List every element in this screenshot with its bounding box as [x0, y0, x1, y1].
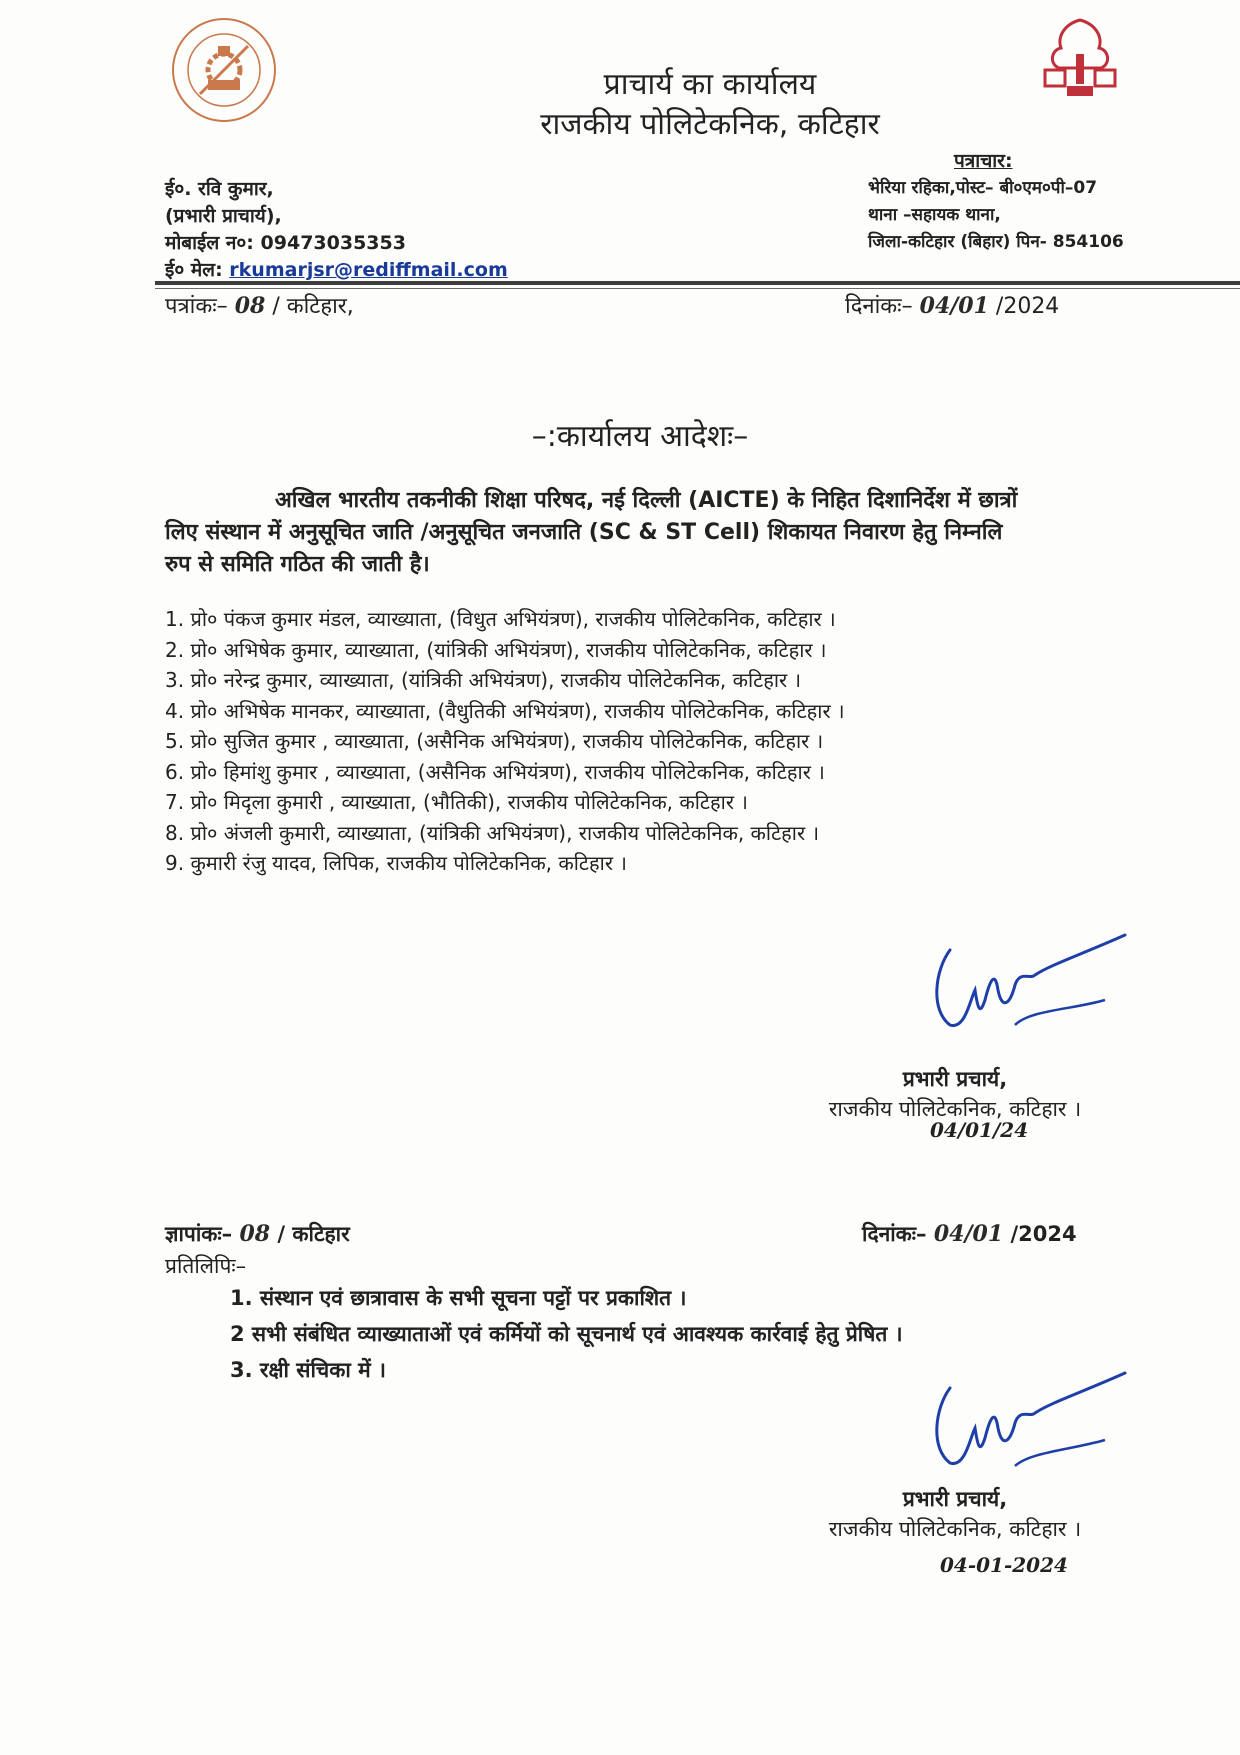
list-item: 1. संस्थान एवं छात्रावास के सभी सूचना पट्टों पर प्रकाशित । — [230, 1286, 687, 1310]
paragraph-line-2: लिए संस्थान में अनुसूचित जाति /अनुसूचित जनजाति (SC & ST Cell) शिकायत निवारण हेतु निम्नलि — [165, 520, 1003, 545]
memo-number-value: 08 — [239, 1221, 271, 1247]
sender-mobile — [165, 230, 508, 257]
memo-date — [862, 1220, 1077, 1248]
copy-to-label: प्रतिलिपिः– — [165, 1254, 247, 1278]
initial-note-text: 04-01-2024 — [940, 1553, 1068, 1577]
sender-email — [165, 257, 508, 284]
address-line-2: थाना –सहायक थाना, — [868, 205, 1001, 225]
committee-member-list — [165, 604, 845, 879]
email-label: ई० मेल: — [165, 259, 223, 281]
sender-name: ई०. रवि कुमार, — [165, 178, 274, 200]
sender-designation: (प्रभारी प्राचार्य), — [165, 205, 282, 227]
address-line-1: भेरिया रहिका,पोस्ट– बी०एम०पी–07 — [868, 178, 1098, 198]
letter-number-value: 08 — [234, 293, 266, 319]
header-divider-thin — [155, 288, 1240, 289]
order-title: –:कार्यालय आदेशः– — [531, 419, 749, 454]
paragraph-line-1: अखिल भारतीय तकनीकी शिक्षा परिषद, नई दिल्ली (AICTE) के निहित दिशानिर्देश में छात्रों — [275, 488, 1018, 513]
list-item: 3. प्रो० नरेन्द्र कुमार, व्याख्याता, (यांत्रिकी अभियंत्रण), राजकीय पोलिटेकनिक, कटिहार । — [165, 668, 802, 692]
signatory-institute: राजकीय पोलिटेकनिक, कटिहार । — [828, 1097, 1082, 1121]
memo-date-label: दिनांकः– — [862, 1222, 927, 1246]
order-paragraph — [165, 485, 1240, 581]
signatory-block-2 — [790, 1484, 1120, 1544]
signatory-block-1 — [790, 1064, 1120, 1124]
mobile-number: 09473035353 — [260, 232, 406, 254]
list-item: 3. रक्षी संचिका में । — [230, 1358, 386, 1382]
signature-2 — [920, 1368, 1130, 1482]
address-district: जिला-कटिहार (बिहार) पिन- — [868, 232, 1047, 252]
header-divider — [155, 281, 1240, 285]
institute-name: राजकीय पोलिटेकनिक, कटिहार — [540, 107, 880, 142]
address-heading: पत्राचार: — [954, 150, 1013, 172]
signature-icon — [920, 930, 1130, 1040]
office-name: प्राचार्य का कार्यालय — [603, 67, 817, 102]
signatory-title: प्रभारी प्रचार्य, — [902, 1487, 1008, 1511]
list-item: 7. प्रो० मिदृला कुमारी , व्याख्याता, (भौतिकी), राजकीय पोलिटेकनिक, कटिहार । — [165, 790, 748, 814]
paragraph-line-3: रुप से समिति गठित की जाती है। — [165, 552, 430, 577]
list-item: 6. प्रो० हिमांशु कुमार , व्याख्याता, (असैनिक अभियंत्रण), राजकीय पोलिटेकनिक, कटिहार । — [165, 759, 825, 784]
memo-date-year: /2024 — [1010, 1222, 1077, 1246]
date-label: दिनांकः– — [845, 294, 913, 319]
signatory-title: प्रभारी प्रचार्य, — [902, 1067, 1008, 1091]
list-item: 1. प्रो० पंकज कुमार मंडल, व्याख्याता, (विधुत अभियंत्रण), राजकीय पोलिटेकनिक, कटिहार । — [165, 607, 836, 631]
sender-details — [165, 176, 508, 284]
initial-note-1 — [930, 1118, 1028, 1142]
letter-number-label: पत्रांकः– — [165, 294, 228, 319]
memo-number — [165, 1220, 350, 1248]
list-item: 2. प्रो० अभिषेक कुमार, व्याख्याता, (यांत्रिकी अभियंत्रण), राजकीय पोलिटेकनिक, कटिहार । — [165, 637, 827, 662]
memo-date-handwritten: 04/01 — [933, 1221, 1004, 1247]
signatory-institute: राजकीय पोलिटेकनिक, कटिहार । — [828, 1517, 1082, 1541]
initial-note-2 — [940, 1553, 1068, 1577]
memo-place: / कटिहार — [277, 1222, 350, 1246]
mobile-label: मोबाईल न०: — [165, 232, 254, 254]
date-year: /2024 — [995, 294, 1060, 319]
letter-number — [165, 290, 354, 320]
list-item: 8. प्रो० अंजली कुमारी, व्याख्याता, (यांत्रिकी अभियंत्रण), राजकीय पोलिटेकनिक, कटिहार । — [165, 820, 820, 845]
letter-date — [845, 290, 1059, 320]
letter-place: / कटिहार, — [272, 294, 354, 319]
initial-note-text: 04/01/24 — [930, 1118, 1029, 1142]
list-item: 9. कुमारी रंजु यादव, लिपिक, राजकीय पोलिटेकनिक, कटिहार । — [165, 851, 627, 875]
signature-1 — [920, 930, 1130, 1044]
date-handwritten: 04/01 — [919, 293, 989, 319]
signature-icon — [920, 1368, 1130, 1478]
address-pin: 854106 — [1052, 232, 1124, 252]
correspondence-address — [868, 148, 1124, 256]
list-item: 2 सभी संबंधित व्याख्याताओं एवं कर्मियों को सूचनार्थ एवं आवश्यक कार्रवाई हेतु प्रेषित । — [230, 1322, 903, 1346]
list-item: 5. प्रो० सुजित कुमार , व्याख्याता, (असैनिक अभियंत्रण), राजकीय पोलिटेकनिक, कटिहार । — [165, 729, 824, 753]
address-line-3 — [868, 229, 1124, 256]
memo-label: ज्ञापांकः– — [165, 1222, 233, 1246]
copy-list — [230, 1280, 903, 1388]
email-link[interactable]: rkumarjsr@rediffmail.com — [229, 259, 508, 281]
list-item: 4. प्रो० अभिषेक मानकर, व्याख्याता, (वैधुतिकी अभियंत्रण), राजकीय पोलिटेकनिक, कटिहार । — [165, 698, 845, 723]
